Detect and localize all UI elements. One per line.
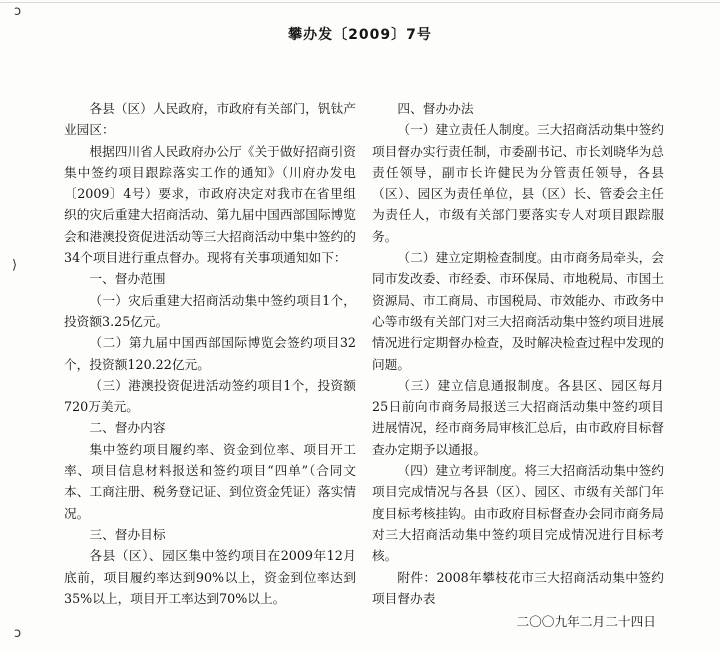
section-1-item: （二）第九届中国西部国际博览会签约项目32个，投资额120.22亿元。 — [64, 335, 356, 372]
section-1-item: （一）灾后重建大招商活动集中签约项目1个，投资额3.25亿元。 — [64, 292, 356, 329]
section-1-item: （三）港澳投资促进活动签约项目1个，投资额720万美元。 — [64, 377, 356, 415]
left-column — [64, 98, 356, 609]
binding-hole-mark-top: ↄ — [14, 4, 22, 19]
section-4-item: （一）建立责任人制度。三大招商活动集中签约项目督办实行责任制，市委副书记、市长刘晓华为总责任领导，副市长许健民为分管责任领导，各县（区）、园区为责任单位，县（区）长、管委会主任为责任人，市级有关部门要落实专人对项目跟踪服务。 — [372, 122, 664, 244]
section-4-title: 四、督办办法 — [397, 101, 474, 116]
binding-hole-mark-middle: ⟩ — [12, 258, 18, 273]
section-4-item: （三）建立信息通报制度。各县区、园区每月25日前向市商务局报送三大招商活动集中签约项目进展情况，经市商务局审核汇总后，由市政府目标督查办定期予以通报。 — [372, 377, 664, 457]
issue-date: 二〇〇九年二月二十四日 — [516, 614, 656, 630]
attachment-note: 附件：2008年攀枝花市三大招商活动集中签约项目督办表 — [372, 569, 664, 606]
section-3-title: 三、督办目标 — [89, 526, 166, 542]
intro-paragraph: 根据四川省人民政府办公厅《关于做好招商引资集中签约项目跟踪落实工作的通知》（川府办发电〔2009〕4号）要求，市政府决定对我市在省里组织的灾后重建大招商活动、第九届中国西部国际博览会和港澳投资促进活动等三大招商活动中集中签约的34个项目进行重点督办。现将有关事项通知如下： — [64, 143, 356, 266]
section-2-body: 集中签约项目履约率、资金到位率、项目开工率、项目信息材料报送和签约项目“四单”（合同文本、工商注册、税务登记证、到位资金凭证）落实情况。 — [64, 441, 356, 521]
section-3-body: 各县（区）、园区集中签约项目在2009年12月底前，项目履约率达到90%以上，资金到位率达到35%以上，项目开工率达到70%以上。 — [64, 548, 356, 606]
section-2-title: 二、督办内容 — [89, 420, 166, 436]
section-1-title: 一、督办范围 — [89, 271, 166, 287]
binding-hole-mark-bottom: ↄ — [14, 626, 22, 641]
salutation: 各县（区）人民政府，市政府有关部门，钒钛产业园区： — [64, 101, 356, 138]
right-column — [372, 98, 664, 632]
section-4-item: （二）建立定期检查制度。由市商务局牵头，会同市发改委、市经委、市环保局、市地税局、市国土资源局、市工商局、市国税局、市效能办、市政务中心等市级有关部门对三大招商活动集中签约项目进展情况进行定期督办检查，及时解决检查过程中发现的问题。 — [372, 250, 664, 372]
section-4-item: （四）建立考评制度。将三大招商活动集中签约项目完成情况与各县（区）、园区、市级有关部门年度目标考核挂钩。由市政府目标督查办会同市商务局对三大招商活动集中签约项目完成情况进行目标考核。 — [372, 463, 664, 564]
document-number: 攀办发〔2009〕7号 — [288, 27, 432, 43]
scan-edge-top — [0, 2, 720, 3]
